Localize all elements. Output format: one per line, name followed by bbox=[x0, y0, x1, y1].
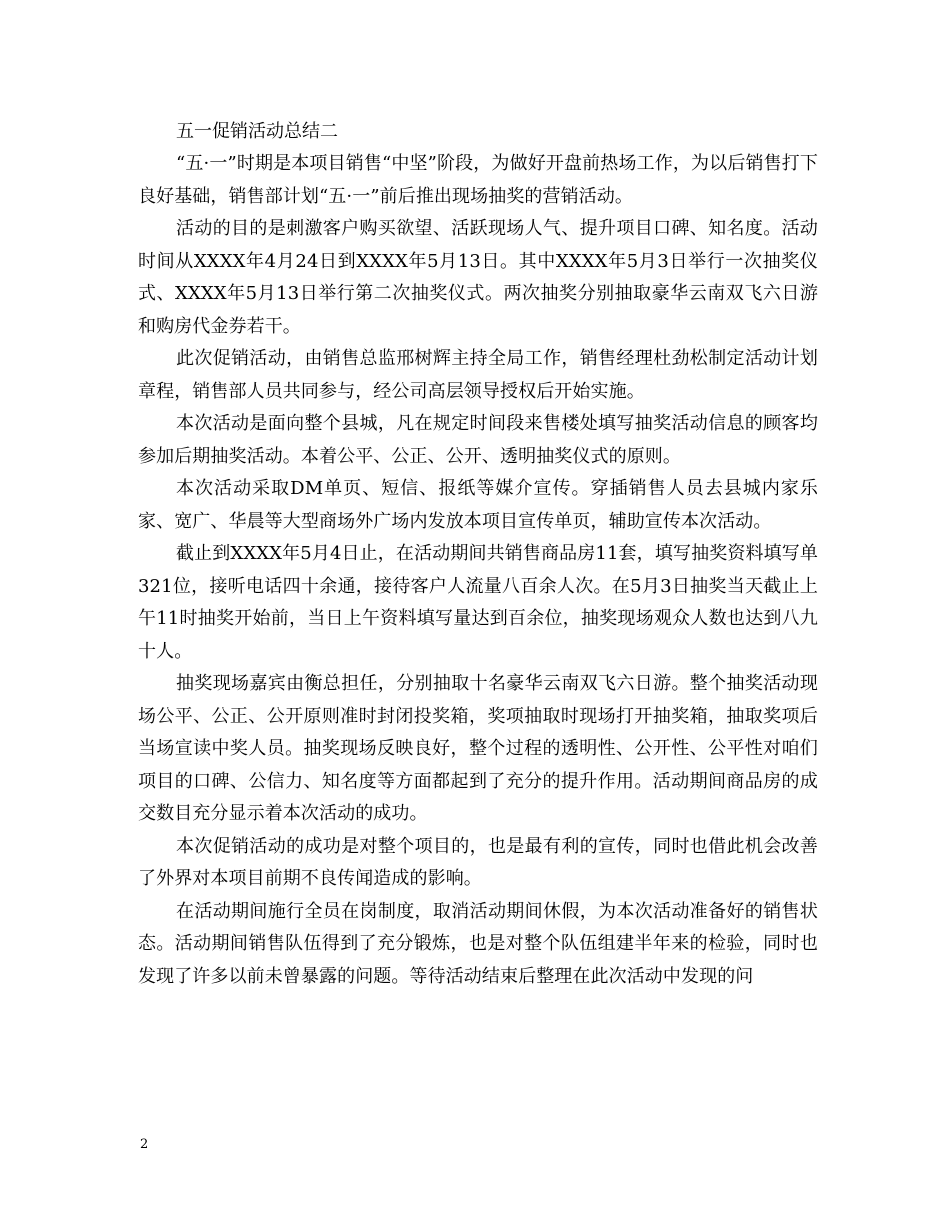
page-number: 2 bbox=[140, 1137, 149, 1152]
paragraph: 本次活动采取DM单页、短信、报纸等媒介宣传。穿插销售人员去县城内家乐家、宽广、华晨等大型商场外广场内发放本项目宣传单页，辅助宣传本次活动。 bbox=[138, 478, 818, 532]
paragraph: 本次活动是面向整个县城，凡在规定时间段来售楼处填写抽奖活动信息的顾客均参加后期抽奖活动。本着公平、公正、公开、透明抽奖仪式的原则。 bbox=[138, 413, 818, 467]
paragraph: 活动的目的是刺激客户购买欲望、活跃现场人气、提升项目口碑、知名度。活动时间从XXXX年4月24日到XXXX年5月13日。其中XXXX年5月3日举行一次抽奖仪式、XXXX年5月13日举行第二次抽奖仪式。两次抽奖分别抽取豪华云南双飞六日游和购房代金券若干。 bbox=[138, 218, 818, 337]
paragraph: 此次促销活动，由销售总监邢树辉主持全局工作，销售经理杜劲松制定活动计划章程，销售部人员共同参与，经公司高层领导授权后开始实施。 bbox=[138, 348, 818, 402]
paragraph: 抽奖现场嘉宾由衡总担任，分别抽取十名豪华云南双飞六日游。整个抽奖活动现场公平、公正、公开原则准时封闭投奖箱，奖项抽取时现场打开抽奖箱，抽取奖项后当场宣读中奖人员。抽奖现场反映良好，整个过程的透明性、公开性、公平性对咱们项目的口碑、公信力、知名度等方面都起到了充分的提升作用。活动期间商品房的成交数目充分显示着本次活动的成功。 bbox=[138, 673, 818, 824]
paragraph: “五·一”时期是本项目销售“中坚”阶段，为做好开盘前热场工作，为以后销售打下良好基础，销售部计划“五·一”前后推出现场抽奖的营销活动。 bbox=[138, 153, 818, 207]
document-body bbox=[138, 116, 818, 993]
paragraph: 本次促销活动的成功是对整个项目的，也是最有利的宣传，同时也借此机会改善了外界对本项目前期不良传闻造成的影响。 bbox=[138, 835, 818, 889]
document-heading: 五一促销活动总结二 bbox=[176, 121, 338, 142]
paragraph: 截止到XXXX年5月4日止，在活动期间共销售商品房11套，填写抽奖资料填写单321位，接听电话四十余通，接待客户人流量八百余人次。在5月3日抽奖当天截止上午11时抽奖开始前，当日上午资料填写量达到百余位，抽奖现场观众人数也达到八九十人。 bbox=[138, 543, 818, 662]
paragraph: 在活动期间施行全员在岗制度，取消活动期间休假，为本次活动准备好的销售状态。活动期间销售队伍得到了充分锻炼，也是对整个队伍组建半年来的检验，同时也发现了许多以前未曾暴露的问题。等待活动结束后整理在此次活动中发现的问 bbox=[138, 900, 818, 987]
